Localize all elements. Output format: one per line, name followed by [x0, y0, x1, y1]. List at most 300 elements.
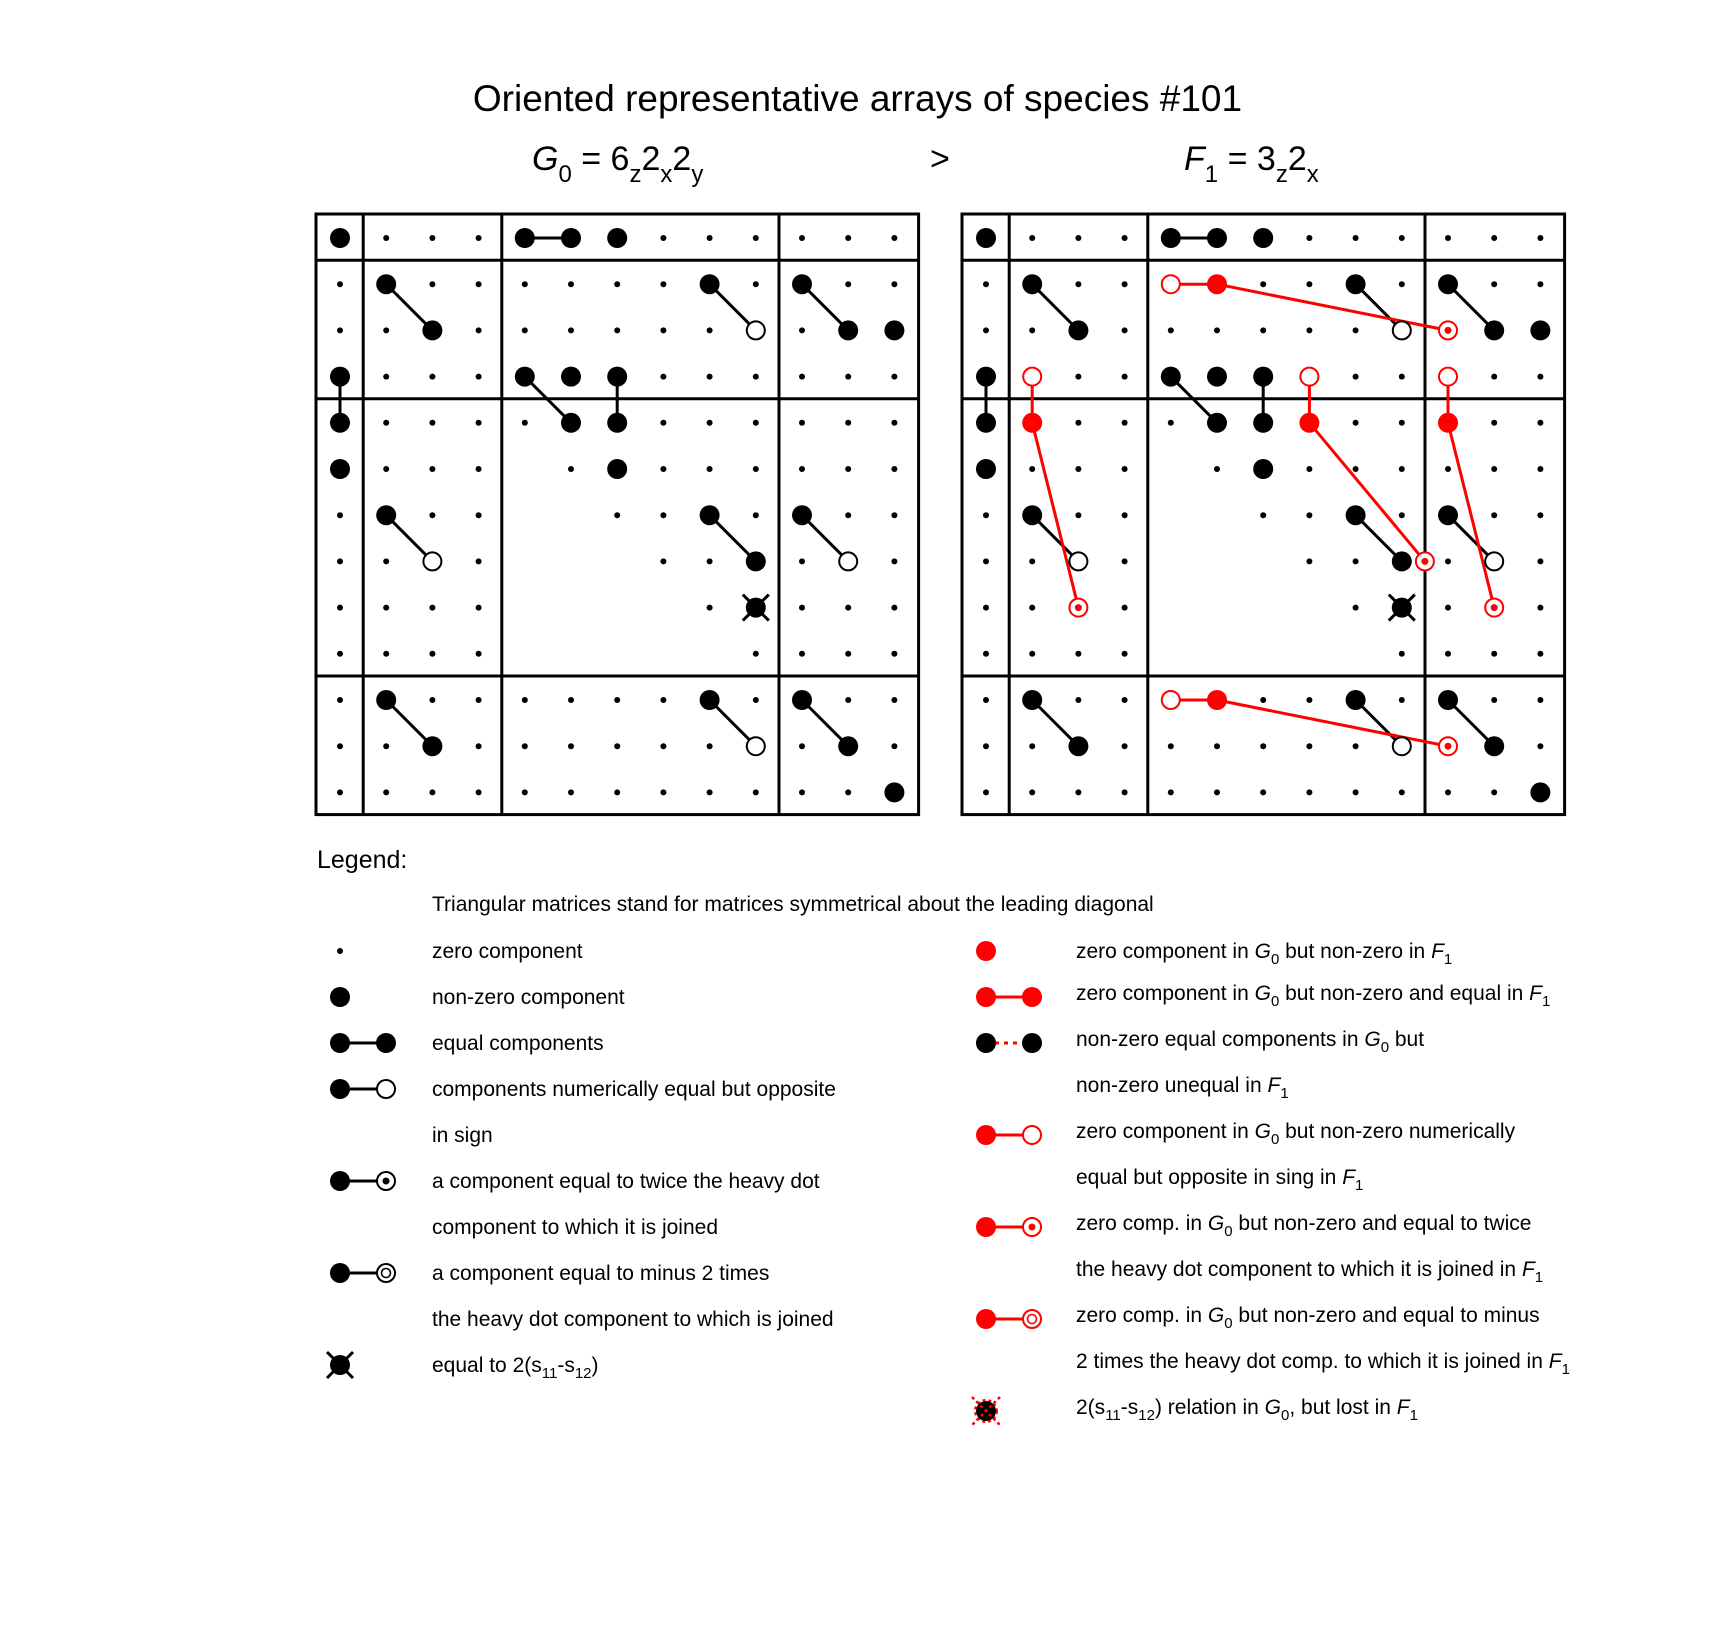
left-zero-dot [845, 512, 851, 518]
left-zero-dot [891, 281, 897, 287]
left-zero-dot [476, 374, 482, 380]
right-zero-dot [1168, 743, 1174, 749]
left-heavy-dot [561, 228, 581, 248]
left-zero-dot [337, 743, 343, 749]
right-zero-dot [1122, 374, 1128, 380]
right-zero-dot [1491, 697, 1497, 703]
right-heavy-dot [1207, 367, 1227, 387]
left-heavy-dot [561, 367, 581, 387]
legend-dotted-line-1: non-zero equal components in $G_0$ but [1076, 1028, 1425, 1056]
left-zero-dot [707, 235, 713, 241]
left-zero-dot [891, 743, 897, 749]
right-zero-dot [1537, 697, 1543, 703]
right-red-open-dot [1162, 691, 1180, 709]
left-zero-dot [568, 789, 574, 795]
right-red-heavy-dot [1022, 413, 1042, 433]
dotted-link-icon-start [976, 1033, 996, 1053]
right-heavy-dot [1253, 228, 1273, 248]
right-zero-dot [1537, 558, 1543, 564]
left-zero-dot [568, 281, 574, 287]
left-zero-dot [753, 512, 759, 518]
right-heavy-dot [1161, 367, 1181, 387]
legend-opposite-line-1: components numerically equal but opposite [432, 1078, 836, 1101]
right-zero-dot [983, 327, 989, 333]
left-zero-dot [845, 466, 851, 472]
left-heavy-dot [700, 274, 720, 294]
page-title: Oriented representative arrays of species #101 [472, 78, 1243, 119]
legend-nonzero-component: non-zero component [432, 986, 625, 1009]
right-zero-dot [1491, 235, 1497, 241]
right-zero-dot [1445, 605, 1451, 611]
left-zero-dot [429, 651, 435, 657]
right-zero-dot [1353, 466, 1359, 472]
legend-red-minus-two-line-1: zero comp. in $G_0$ but non-zero and equal to minus [1076, 1304, 1540, 1332]
red-twice-link-icon-end [1023, 1218, 1041, 1236]
right-zero-dot [1399, 512, 1405, 518]
right-zero-dot [1214, 466, 1220, 472]
red-minus-two-link-icon-start [976, 1309, 996, 1329]
legend-dotted-line-2: non-zero unequal in $F_1$ [1076, 1074, 1289, 1102]
right-zero-dot [1399, 420, 1405, 426]
left-zero-dot [383, 420, 389, 426]
right-red-open-dot [1162, 275, 1180, 293]
right-red-heavy-dot [1207, 274, 1227, 294]
left-heavy-dot [792, 274, 812, 294]
right-red-heavy-dot [1438, 413, 1458, 433]
right-red-twice-dot-center [1421, 558, 1428, 565]
right-heavy-dot [1022, 690, 1042, 710]
left-zero-dot [660, 512, 666, 518]
right-zero-dot [1075, 235, 1081, 241]
right-zero-dot [1399, 697, 1405, 703]
left-zero-dot [337, 789, 343, 795]
right-heavy-dot [976, 228, 996, 248]
left-zero-dot [799, 558, 805, 564]
left-zero-dot [707, 466, 713, 472]
right-heavy-dot [1438, 274, 1458, 294]
red-minus-two-link-icon-end-inner [1028, 1315, 1037, 1324]
right-zero-dot [1306, 466, 1312, 472]
right-zero-dot [1260, 789, 1266, 795]
legend-red-opposite-line-2: equal but opposite in sing in $F_1$ [1076, 1166, 1364, 1194]
right-array [962, 214, 1565, 815]
right-zero-dot [1306, 512, 1312, 518]
left-heavy-dot [422, 736, 442, 756]
right-zero-dot [1537, 743, 1543, 749]
left-zero-dot [383, 235, 389, 241]
right-zero-dot [1537, 374, 1543, 380]
left-zero-dot [799, 327, 805, 333]
right-zero-dot [1491, 420, 1497, 426]
right-heavy-dot [1068, 736, 1088, 756]
legend-red-zero-nonzero: zero component in $G_0$ but non-zero in $F_1$ [1076, 940, 1453, 968]
left-zero-dot [753, 281, 759, 287]
right-heavy-dot [1530, 320, 1550, 340]
right-zero-dot [1214, 743, 1220, 749]
red-equal-link-icon-end [1022, 987, 1042, 1007]
left-zero-dot [429, 512, 435, 518]
left-open-dot [747, 737, 765, 755]
left-heavy-dot [376, 505, 396, 525]
left-zero-dot [429, 281, 435, 287]
left-zero-dot [660, 697, 666, 703]
left-heavy-dot [884, 782, 904, 802]
left-heavy-dot [330, 367, 350, 387]
left-zero-dot [383, 327, 389, 333]
right-zero-dot [1491, 789, 1497, 795]
right-heavy-dot [1346, 505, 1366, 525]
right-zero-dot [1353, 743, 1359, 749]
right-heavy-dot [976, 367, 996, 387]
left-heavy-dot [330, 459, 350, 479]
legend-twice-line-1: a component equal to twice the heavy dot [432, 1170, 820, 1193]
left-zero-dot [383, 558, 389, 564]
right-heavy-dot [1253, 367, 1273, 387]
opposite-link-icon [330, 1079, 395, 1099]
right-heavy-dot [1207, 228, 1227, 248]
left-zero-dot [568, 466, 574, 472]
left-zero-dot [891, 605, 897, 611]
right-zero-dot [1399, 374, 1405, 380]
left-zero-dot [522, 327, 528, 333]
left-zero-dot [753, 789, 759, 795]
zero-dot-icon [337, 948, 343, 954]
left-zero-dot [337, 512, 343, 518]
left-zero-dot [568, 697, 574, 703]
left-zero-dot [891, 651, 897, 657]
right-heavy-dot [976, 459, 996, 479]
right-zero-dot [983, 651, 989, 657]
left-heavy-dot [607, 367, 627, 387]
right-zero-dot [1537, 235, 1543, 241]
left-zero-dot [845, 235, 851, 241]
lost-relation-icon-ring [975, 1400, 997, 1422]
right-zero-dot [1353, 374, 1359, 380]
left-zero-dot [660, 466, 666, 472]
left-heavy-dot [515, 367, 535, 387]
red-opposite-link-icon-end [1023, 1126, 1041, 1144]
dotted-link-icon-end [1022, 1033, 1042, 1053]
right-zero-dot [983, 605, 989, 611]
left-open-dot [423, 552, 441, 570]
left-zero-dot [753, 697, 759, 703]
equal-link-icon [330, 1033, 396, 1053]
legend-red-twice-line-2: the heavy dot component to which it is joined in $F_1$ [1076, 1258, 1544, 1286]
left-zero-dot [429, 235, 435, 241]
left-heavy-dot [746, 551, 766, 571]
legend-minus-two-line-2: the heavy dot component to which is joined [432, 1308, 834, 1331]
right-zero-dot [1445, 651, 1451, 657]
left-zero-dot [614, 789, 620, 795]
right-red-open-dot [1023, 368, 1041, 386]
right-zero-dot [1122, 558, 1128, 564]
left-heavy-dot [607, 228, 627, 248]
left-zero-dot [568, 743, 574, 749]
right-red-heavy-dot [1207, 690, 1227, 710]
right-zero-dot [1214, 327, 1220, 333]
right-zero-dot [1029, 327, 1035, 333]
right-zero-dot [1399, 466, 1405, 472]
right-zero-dot [1075, 466, 1081, 472]
left-zero-dot [660, 327, 666, 333]
left-zero-dot [891, 512, 897, 518]
right-heavy-dot [1484, 320, 1504, 340]
left-heavy-dot [884, 320, 904, 340]
right-zero-dot [1353, 558, 1359, 564]
left-zero-dot [707, 374, 713, 380]
left-zero-dot [429, 789, 435, 795]
left-zero-dot [799, 420, 805, 426]
equal-link-icon-start [330, 1033, 350, 1053]
left-zero-dot [476, 281, 482, 287]
left-zero-dot [707, 327, 713, 333]
right-zero-dot [1306, 327, 1312, 333]
left-heavy-dot [607, 413, 627, 433]
legend-note: Triangular matrices stand for matrices symmetrical about the leading diagonal [432, 893, 1154, 916]
right-zero-dot [1399, 651, 1405, 657]
right-heavy-dot [1484, 736, 1504, 756]
right-zero-dot [1029, 743, 1035, 749]
left-zero-dot [799, 789, 805, 795]
red-twice-link-icon [976, 1217, 1041, 1237]
right-zero-dot [1353, 327, 1359, 333]
left-open-dot [747, 321, 765, 339]
left-zero-dot [753, 466, 759, 472]
left-heavy-dot [792, 690, 812, 710]
left-zero-dot [799, 605, 805, 611]
left-zero-dot [476, 327, 482, 333]
left-zero-dot [568, 327, 574, 333]
twice-link-icon-start [330, 1171, 350, 1191]
right-heavy-dot [1392, 551, 1412, 571]
legend-title: Legend: [317, 846, 408, 874]
left-zero-dot [845, 374, 851, 380]
right-zero-dot [1537, 281, 1543, 287]
right-zero-dot [1260, 281, 1266, 287]
left-zero-dot [476, 235, 482, 241]
left-zero-dot [891, 697, 897, 703]
right-zero-dot [1491, 281, 1497, 287]
left-zero-dot [845, 605, 851, 611]
right-heavy-dot [1346, 274, 1366, 294]
left-zero-dot [660, 743, 666, 749]
right-heavy-dot [976, 413, 996, 433]
left-zero-dot [707, 420, 713, 426]
left-heavy-dot [792, 505, 812, 525]
left-zero-dot [660, 558, 666, 564]
right-array-header: $F_1 = 3_z2_x$ [1184, 140, 1319, 188]
right-heavy-dot [1068, 320, 1088, 340]
left-zero-dot [845, 281, 851, 287]
left-zero-dot [660, 281, 666, 287]
right-zero-dot [1537, 466, 1543, 472]
right-red-twice-dot-center [1445, 327, 1452, 334]
right-zero-dot [1075, 374, 1081, 380]
right-zero-dot [1491, 466, 1497, 472]
left-heavy-dot [838, 320, 858, 340]
right-zero-dot [1029, 235, 1035, 241]
minus-two-link-icon-end-inner [382, 1269, 391, 1278]
left-zero-dot [522, 281, 528, 287]
right-heavy-dot [1253, 459, 1273, 479]
left-zero-dot [845, 789, 851, 795]
right-zero-dot [1168, 789, 1174, 795]
right-open-dot [1485, 552, 1503, 570]
right-zero-dot [1399, 235, 1405, 241]
right-zero-dot [1260, 743, 1266, 749]
right-zero-dot [1122, 327, 1128, 333]
left-zero-dot [753, 420, 759, 426]
left-zero-dot [891, 558, 897, 564]
right-red-open-dot [1300, 368, 1318, 386]
left-zero-dot [614, 697, 620, 703]
right-zero-dot [1260, 697, 1266, 703]
right-zero-dot [1537, 651, 1543, 657]
right-zero-dot [1122, 743, 1128, 749]
left-heavy-dot [561, 413, 581, 433]
right-zero-dot [1029, 651, 1035, 657]
left-zero-dot [660, 235, 666, 241]
red-twice-link-icon-start [976, 1217, 996, 1237]
right-heavy-dot [1346, 690, 1366, 710]
left-zero-dot [429, 605, 435, 611]
opposite-link-icon-start [330, 1079, 350, 1099]
left-zero-dot [522, 743, 528, 749]
right-zero-dot [983, 512, 989, 518]
lost-relation-icon [972, 1397, 1000, 1425]
right-heavy-dot [1022, 505, 1042, 525]
left-zero-dot [799, 743, 805, 749]
left-zero-dot [476, 466, 482, 472]
left-zero-dot [383, 789, 389, 795]
left-zero-dot [476, 743, 482, 749]
right-zero-dot [1306, 743, 1312, 749]
legend-lost-relation: $2(s_{11}-s_{12})$ relation in $G_0$, but lost in $F_1$ [1076, 1396, 1418, 1424]
lost-relation-icon-stroke-b [972, 1397, 1000, 1425]
lost-relation-icon-dot [976, 1401, 996, 1421]
right-link-14 [1217, 284, 1448, 330]
right-zero-dot [1122, 466, 1128, 472]
right-heavy-dot [1022, 274, 1042, 294]
left-zero-dot [476, 789, 482, 795]
left-zero-dot [383, 651, 389, 657]
left-zero-dot [337, 327, 343, 333]
left-zero-dot [429, 420, 435, 426]
left-zero-dot [753, 235, 759, 241]
right-zero-dot [1306, 281, 1312, 287]
right-open-dot [1069, 552, 1087, 570]
red-twice-link-icon-end-center [1029, 1224, 1036, 1231]
minus-two-link-icon [330, 1263, 395, 1283]
right-zero-dot [1260, 327, 1266, 333]
right-zero-dot [1122, 789, 1128, 795]
right-zero-dot [1445, 789, 1451, 795]
right-zero-dot [1029, 789, 1035, 795]
minus-two-link-icon-start [330, 1263, 350, 1283]
right-zero-dot [1075, 512, 1081, 518]
right-zero-dot [1122, 651, 1128, 657]
right-zero-dot [1399, 281, 1405, 287]
left-zero-dot [660, 420, 666, 426]
left-heavy-dot [838, 736, 858, 756]
right-zero-dot [1122, 235, 1128, 241]
left-zero-dot [337, 281, 343, 287]
right-zero-dot [1075, 651, 1081, 657]
right-zero-dot [1075, 420, 1081, 426]
legend-twice-line-2: component to which it is joined [432, 1216, 718, 1239]
right-zero-dot [1537, 420, 1543, 426]
right-zero-dot [1445, 466, 1451, 472]
right-zero-dot [1537, 605, 1543, 611]
right-zero-dot [1075, 281, 1081, 287]
left-zero-dot [753, 374, 759, 380]
crossed-dot-icon-stroke-b [327, 1352, 353, 1378]
equal-link-icon-end [376, 1033, 396, 1053]
right-zero-dot [1029, 558, 1035, 564]
legend-red-twice-line-1: zero comp. in $G_0$ but non-zero and equal to twice [1076, 1212, 1532, 1240]
red-minus-two-link-icon [976, 1309, 1041, 1329]
left-zero-dot [476, 651, 482, 657]
red-equal-link-icon-start [976, 987, 996, 1007]
crossed-dot-icon-stroke-a [327, 1352, 353, 1378]
right-zero-dot [1260, 512, 1266, 518]
right-red-twice-dot-center [1445, 743, 1452, 750]
left-zero-dot [891, 374, 897, 380]
left-array [316, 214, 919, 815]
right-red-heavy-dot [1299, 413, 1319, 433]
legend-red-minus-two-line-2: 2 times the heavy dot comp. to which it is joined in $F_1$ [1076, 1350, 1570, 1378]
right-zero-dot [1491, 374, 1497, 380]
left-zero-dot [476, 697, 482, 703]
left-zero-dot [660, 789, 666, 795]
relation-symbol: > [930, 140, 950, 178]
left-zero-dot [891, 466, 897, 472]
right-zero-dot [1075, 789, 1081, 795]
left-zero-dot [845, 697, 851, 703]
red-opposite-link-icon-start [976, 1125, 996, 1145]
right-zero-dot [983, 697, 989, 703]
left-zero-dot [891, 420, 897, 426]
right-zero-dot [1029, 605, 1035, 611]
right-zero-dot [1122, 420, 1128, 426]
right-zero-dot [1122, 281, 1128, 287]
left-zero-dot [383, 743, 389, 749]
left-zero-dot [476, 605, 482, 611]
left-zero-dot [429, 697, 435, 703]
left-zero-dot [707, 789, 713, 795]
left-zero-dot [891, 235, 897, 241]
right-zero-dot [1353, 789, 1359, 795]
left-zero-dot [799, 374, 805, 380]
legend-equal-components: equal components [432, 1032, 604, 1055]
right-zero-dot [1491, 651, 1497, 657]
left-zero-dot [799, 651, 805, 657]
right-zero-dot [1122, 697, 1128, 703]
right-red-twice-dot-center [1491, 604, 1498, 611]
right-zero-dot [1029, 466, 1035, 472]
left-open-dot [839, 552, 857, 570]
right-zero-dot [1445, 235, 1451, 241]
left-zero-dot [614, 281, 620, 287]
red-equal-link-icon [976, 987, 1042, 1007]
right-link-20 [1309, 423, 1425, 562]
red-dot-icon [976, 941, 996, 961]
left-zero-dot [799, 235, 805, 241]
right-zero-dot [1168, 420, 1174, 426]
left-heavy-dot [376, 690, 396, 710]
right-heavy-dot [1438, 505, 1458, 525]
right-zero-dot [983, 743, 989, 749]
